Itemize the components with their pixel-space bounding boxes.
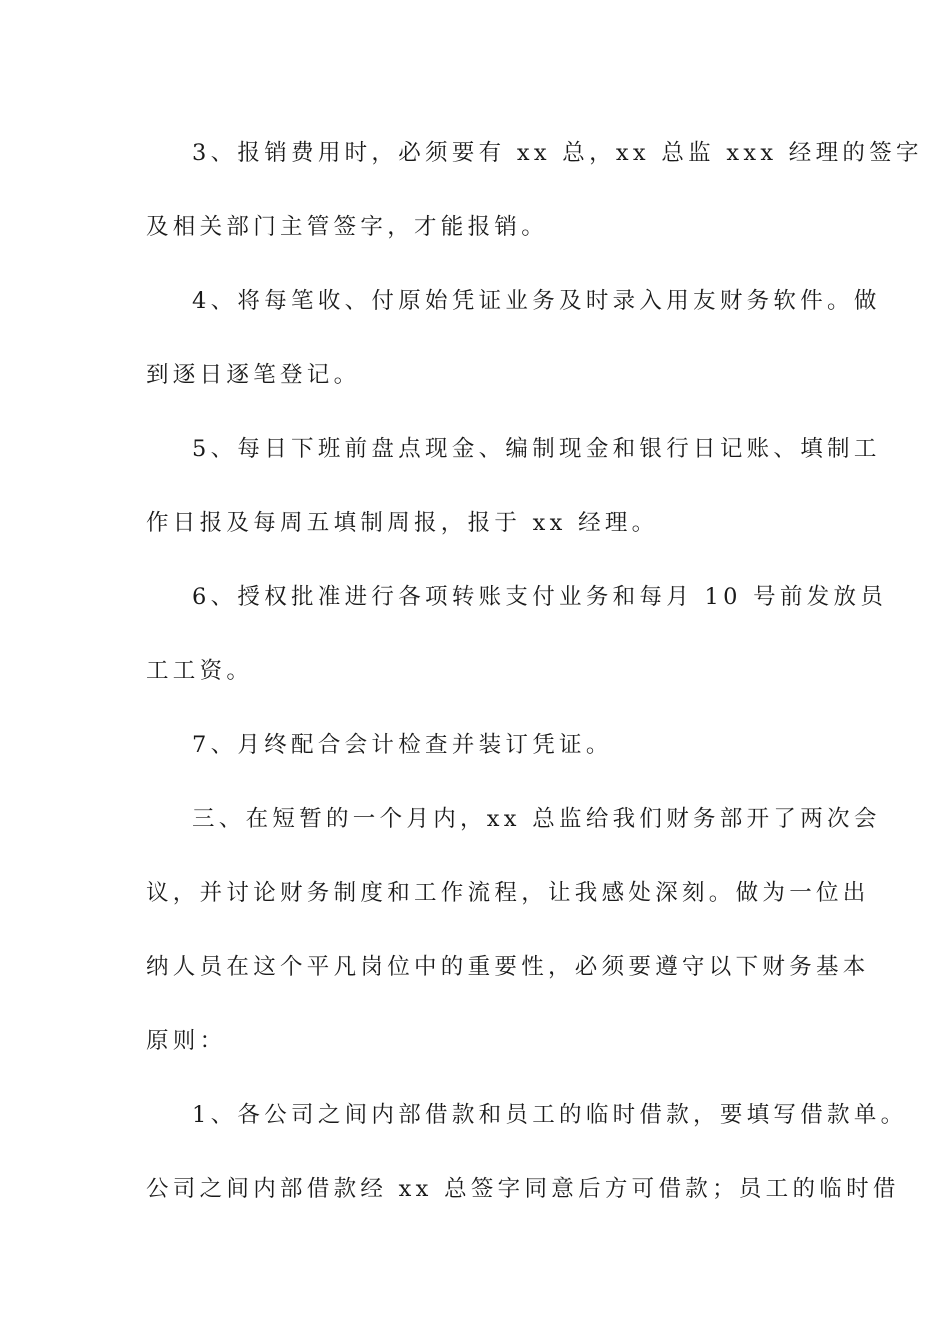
- paragraph-item-6-line-2: 工工资。: [146, 658, 254, 684]
- section-three-line-4: 原则：: [146, 1028, 227, 1054]
- paragraph-item-6-line-1: 6、授权批准进行各项转账支付业务和每月 10 号前发放员: [192, 584, 888, 610]
- section-three-line-2: 议，并讨论财务制度和工作流程，让我感处深刻。做为一位出: [146, 880, 870, 906]
- paragraph-item-3-line-1: 3、报销费用时，必须要有 xx 总，xx 总监 xxx 经理的签字: [192, 140, 923, 166]
- paragraph-item-4-line-2: 到逐日逐笔登记。: [146, 362, 361, 388]
- paragraph-item-5-line-1: 5、每日下班前盘点现金、编制现金和银行日记账、填制工: [192, 436, 881, 462]
- section-three-line-1: 三、在短暂的一个月内，xx 总监给我们财务部开了两次会: [192, 806, 881, 832]
- principle-item-1-line-2: 公司之间内部借款经 xx 总签字同意后方可借款；员工的临时借: [146, 1176, 900, 1202]
- section-three-line-3: 纳人员在这个平凡岗位中的重要性，必须要遵守以下财务基本: [146, 954, 870, 980]
- principle-item-1-line-1: 1、各公司之间内部借款和员工的临时借款，要填写借款单。: [192, 1102, 908, 1128]
- paragraph-item-4-line-1: 4、将每笔收、付原始凭证业务及时录入用友财务软件。做: [192, 288, 881, 314]
- paragraph-item-3-line-2: 及相关部门主管签字，才能报销。: [146, 214, 549, 240]
- paragraph-item-5-line-2: 作日报及每周五填制周报，报于 xx 经理。: [146, 510, 659, 536]
- paragraph-item-7: 7、月终配合会计检查并装订凭证。: [192, 732, 613, 758]
